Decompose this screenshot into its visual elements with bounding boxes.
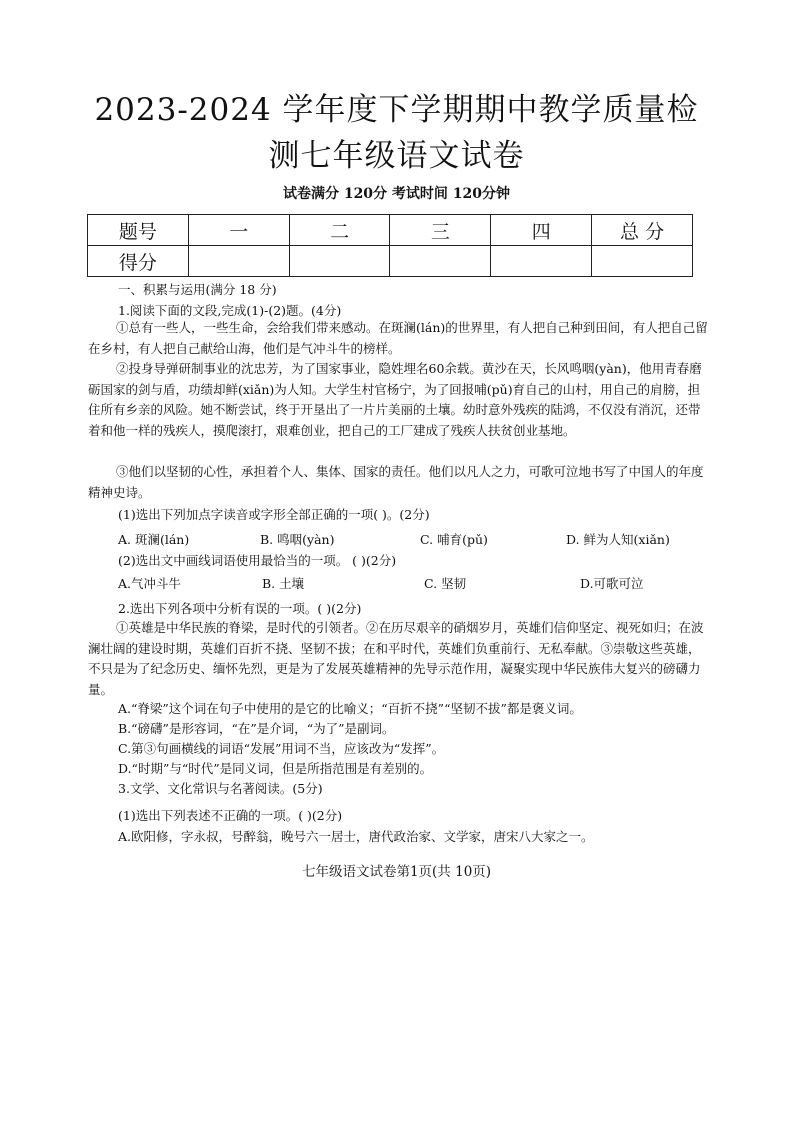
q1-sub1-option-d[interactable]: D. 鲜为人知(xiǎn) bbox=[566, 532, 670, 547]
q1-sub1-option-c[interactable]: C. 哺育(pǔ) bbox=[420, 532, 488, 547]
q2-option-c[interactable]: C.第③句画横线的词语“发展”用词不当，应该改为“发挥”。 bbox=[118, 741, 445, 756]
q1-sub2-option-c[interactable]: C. 坚韧 bbox=[424, 576, 467, 591]
score-input-cell[interactable] bbox=[289, 246, 390, 277]
q2-paragraph: ①英雄是中华民族的脊梁，是时代的引领者。②在历尽艰辛的硝烟岁月，英雄们信仰坚定、视死如归；在波澜壮阔的建设时期，英雄们百折不挠、坚韧不拔；在和平时代，英雄们负重前行、无私奉献。③崇敬这些英雄，不只是为了纪念历史、缅怀先烈，更是为了发展英雄精神的先导示范作用，凝聚实现中华民族伟大复兴的磅礴力量。 bbox=[88, 620, 704, 697]
score-header-cell: 二 bbox=[289, 215, 390, 246]
q2-option-d[interactable]: D.“时期”与“时代”是同义词，但是所指范围是有差别的。 bbox=[118, 761, 433, 776]
q2-option-a[interactable]: A.“脊梁”这个词在句子中使用的是它的比喻义；“百折不挠”“坚韧不拔”都是褒义词。 bbox=[118, 701, 582, 716]
q1-paragraph-2: ②投身导弹研制事业的沈忠芳，为了国家事业，隐姓埋名60余载。黄沙在天，长风鸣咽(yàn)，他用青春磨砺国家的剑与盾，功绩却鲜(xiǎn)为人知。大学生村官杨宁，为了回报哺(pǔ)育自己的山村，用自己的肩膀，担住所有乡亲的风险。她不断尝试，终于开垦出了一片片美丽的土壤。幼时意外残疾的陆鸿，不仅没有消沉，还带着和他一样的残疾人，摸爬滚打，艰难创业，把自己的工厂建成了残疾人扶贫创业基地。 bbox=[88, 361, 702, 438]
exam-title-line2: 测七年级语文试卷 bbox=[268, 138, 525, 174]
q1-sub2-stem: (2)选出文中画线词语使用最恰当的一项。 ( )(2分) bbox=[118, 553, 397, 568]
q1-sub1-option-b[interactable]: B. 鸣咽(yàn) bbox=[260, 532, 335, 547]
score-header-cell: 一 bbox=[188, 215, 289, 246]
page-footer: 七年级语文试卷第1页(共 10页) bbox=[301, 864, 492, 880]
q1-sub1-stem: (1)选出下列加点字读音或字形全部正确的一项( )。(2分) bbox=[118, 507, 430, 522]
score-input-cell[interactable] bbox=[491, 246, 592, 277]
q2-stem: 2.选出下列各项中分析有误的一项。( )(2分) bbox=[118, 601, 362, 616]
q1-sub1-option-a[interactable]: A. 斑澜(lán) bbox=[118, 532, 190, 547]
q1-paragraph-3: ③他们以坚韧的心性，承担着个人、集体、国家的责任。他们以凡人之力，可歌可泣地书写了中国人的年度精神史诗。 bbox=[88, 464, 704, 500]
q3-sub1-stem: (1)选出下列表述不正确的一项。( )(2分) bbox=[118, 808, 343, 823]
exam-title-line1: 2023-2024 学年度下学期期中教学质量检 bbox=[94, 92, 699, 128]
q1-stem: 1.阅读下面的文段,完成(1)-(2)题。(4分) bbox=[118, 303, 342, 318]
score-header-cell: 三 bbox=[390, 215, 491, 246]
section1-heading: 一、积累与运用(满分 18 分) bbox=[118, 282, 277, 297]
q3-stem: 3.文学、文化常识与名著阅读。(5分) bbox=[118, 781, 323, 796]
score-header-cell: 题号 bbox=[88, 215, 189, 246]
q3-sub1-option-a[interactable]: A.欧阳修，字永叔，号醉翁，晚号六一居士，唐代政治家、文学家，唐宋八大家之一。 bbox=[118, 829, 594, 844]
q1-sub2-option-a[interactable]: A.气冲斗牛 bbox=[118, 576, 182, 591]
score-input-cell[interactable] bbox=[592, 246, 693, 277]
q2-option-b[interactable]: B.“磅礴”是形容词，“在”是介词，“为了”是副词。 bbox=[118, 721, 395, 736]
exam-subtitle: 试卷满分 120分 考试时间 120分钟 bbox=[282, 186, 511, 202]
score-table bbox=[87, 214, 693, 277]
score-table-header-row bbox=[88, 215, 693, 246]
score-header-cell: 总 分 bbox=[592, 215, 693, 246]
q1-sub2-option-d[interactable]: D.可歌可泣 bbox=[580, 576, 644, 591]
score-table-score-row bbox=[88, 246, 693, 277]
score-header-cell: 四 bbox=[491, 215, 592, 246]
score-row-label: 得分 bbox=[88, 246, 189, 277]
q1-sub2-option-b[interactable]: B. 土壤 bbox=[262, 576, 305, 591]
q1-paragraph-1: ①总有一些人，一些生命，会给我们带来感动。在斑澜(lán)的世界里，有人把自己种到田间，有人把自己留在乡村，有人把自己献给山海，他们是气冲斗牛的榜样。 bbox=[88, 320, 708, 356]
score-input-cell[interactable] bbox=[390, 246, 491, 277]
score-input-cell[interactable] bbox=[188, 246, 289, 277]
